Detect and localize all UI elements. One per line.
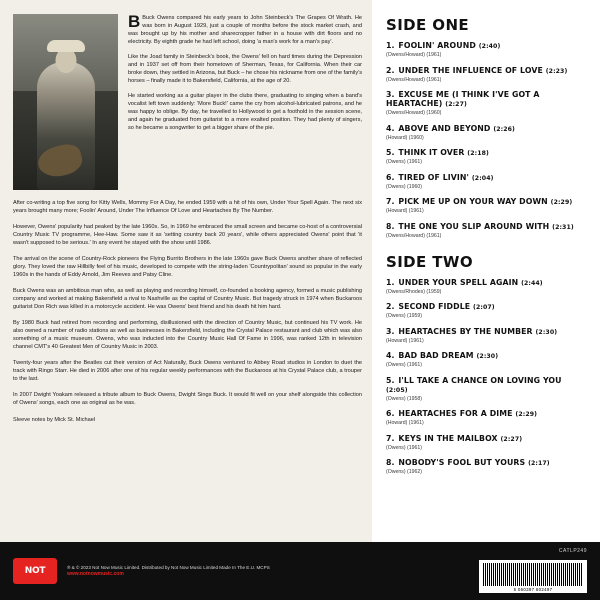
track-title: PICK ME UP ON YOUR WAY DOWN [398,197,548,206]
track-title: KEYS IN THE MAILBOX [398,433,498,443]
track-credit: (Howard) (1961) [386,420,424,426]
liner-paragraph: After co-writing a top five song for Kitty Wells, Mommy For A Day, he ended 1959 with a hit of his own, Under Your Spell Again. The next six years brought many more; Foolin' Around, Under The Influence Of Love and Heartaches By The Number. [13,200,362,214]
track-credit: (Owens/Howard) (1961) [386,232,442,239]
track-item [386,41,586,59]
track-duration: (2:26) [493,125,515,133]
track-duration: (2:23) [545,67,568,75]
track-duration: (2:05) [386,386,408,394]
track-duration: (2:30) [535,328,558,336]
track-number: 3. [386,326,395,336]
track-title: SECOND FIDDLE [398,302,471,311]
intro-row [13,14,362,190]
track-title: TIRED OF LIVIN' [398,172,470,182]
track-credit: (Owens) (1961) [386,444,423,451]
track-duration: (2:18) [467,150,489,157]
track-credit: (Owens/Rhodes) (1959) [386,288,442,295]
side-one-tracklist [386,41,586,240]
track-item [386,376,586,403]
footer-bar [0,542,600,600]
track-credit: (Owens/Howard) (1961) [386,52,442,58]
track-title: I'LL TAKE A CHANCE ON LOVING YOU [398,375,562,385]
track-credit: (Howard) (1961) [386,208,424,214]
track-number: 3. [386,90,395,99]
track-item [386,148,586,166]
track-credit: (Owens) (1962) [386,469,423,475]
track-item [386,278,586,296]
track-credit: (Owens) (1959) [386,313,423,319]
label-website[interactable]: www.notnowmusic.com [67,571,124,577]
track-item [386,302,586,320]
track-credit: (Owens/Howard) (1961) [386,76,442,83]
label-logo-text: NOT [24,566,46,576]
track-number: 7. [386,433,395,443]
track-title: NOBODY'S FOOL BUT YOURS [398,458,526,467]
track-credit: (Owens) (1961) [386,362,423,368]
intro-text-column [128,14,362,190]
track-item [386,458,586,476]
liner-paragraph: Twenty-four years after the Beatles cut their version of Act Naturally, Buck Owens ventured to Abbey Road studios in London to duet the track with Ringo Starr. He died in 2006 after one of his regular weekly performances with the Buckaroos at his Crystal Palace club, a trouper to the last. [13,360,362,382]
track-credit: (Owens) (1961) [386,159,423,165]
sleeve-notes-credit: Sleeve notes by Mick St. Michael [13,417,96,423]
track-credit: (Howard) (1961) [386,337,424,344]
liner-paragraph: Like the Joad family in Steinbeck's book, the Owens' fell on hard times during the Depression and in 1937 set off from their hometown of Sherman, Texas, for California. When their car broke down, they settled in Arizona, but Buck – he chose his nickname from one of the family's horses – finally made it to Bakersfield, California, at the age of 20. [128,54,362,84]
track-title: ABOVE AND BEYOND [398,123,491,133]
track-title: FOOLIN' AROUND [398,41,476,50]
track-number: 6. [386,172,395,182]
drop-cap: B [128,12,141,31]
track-item [386,173,586,191]
artist-photo [13,14,118,190]
liner-paragraph: The arrival on the scene of Country-Rock pioneers the Flying Burrito Brothers in the late 1960s gave Buck Owens another share of reflected glory. They loved the raw Hillbilly feel of his music, developed to compete with the string-laden 'Countrypolitan' sound so popular in the early 1960s in the hands of Eddy Arnold, Jim Reeves and Patsy Cline. [13,256,362,278]
side-two-tracklist [386,278,586,477]
track-duration: (2:27) [445,101,467,108]
catalogue-number: CATLP249 [558,548,587,554]
label-logo [13,558,57,584]
track-duration: (2:17) [528,460,550,467]
track-duration: (2:27) [500,435,523,443]
copyright-line: ℗ & © 2023 Not Now Music Limited. Distributed by Not Now Music Limited Made In The E.U. MCPS [67,565,270,570]
track-duration: (2:29) [550,199,573,206]
track-title: UNDER THE INFLUENCE OF LOVE [398,65,543,75]
track-item [386,351,586,369]
track-number: 5. [386,375,395,385]
barcode-bars [483,563,583,586]
track-duration: (2:07) [473,304,495,311]
liner-paragraph: He started working as a guitar player in the clubs there, graduating to singing when a band's vocalist left town suddenly: 'More Buck!' came the cry from alcohol-lubricated patrons, and he was happy to oblige. By day, he travelled to Hollywood to get a foothold in the session scene, and again he graduated from guitarist to a more exalted position. They had plenty of singers, so he became a songwriter to get a bigger share of the pie. [128,93,362,131]
liner-paragraph: Buck Owens was an ambitious man who, as well as playing and recording himself, co-founded a booking agency, formed a music publishing company and worked at making Bakersfield a rival to Nashville as the capital of Country Music. But tragedy struck in 1974 when Buckaroos guitarist Don Rich was killed in a motorcycle accident. He was Owens' best friend and his death hit him hard. [13,288,362,310]
track-item [386,197,586,215]
track-number: 2. [386,65,395,75]
track-duration: (2:44) [521,279,543,287]
liner-paragraph-text: Buck Owens compared his early years to John Steinbeck's The Grapes Of Wrath. He was born in August 1929, just a couple of months before the stock market crash, and was brought up by his mother and sharecropper father in a house with dirt floors and no electricity. By eighth grade he had left school, doing 'a man's work for a man's pay'. [128,15,362,45]
barcode [479,560,587,593]
track-number: 7. [386,197,395,206]
liner-paragraph: By 1980 Buck had retired from recording and performing, disillusioned with the direction of Country Music, but continued his TV work. He also owned a number of radio stations as well as businesses in Bakersfield, including the Crystal Palace restaurant and club which was also something of a music museum. Owens, who was inducted into the Country Music Hall Of Fame in 1996, was ranked 12th in television channel CMT's 40 Greatest Men of Country Music in 2003. [13,320,362,350]
track-number: 8. [386,458,395,467]
liner-paragraph: However, Owens' popularity had peaked by the late 1960s. So, in 1969 he embraced the small screen and became co-host of a controversial Country Music TV programme, Hee-Haw. Some saw it as 'setting country back 20 years', while others appreciated Owens' point that 'it wasn't supposed to be serious.' In any event he stayed with the show until 1986. [13,224,362,246]
track-number: 8. [386,221,395,231]
track-title: THINK IT OVER [398,148,465,157]
track-title: HEARTACHES BY THE NUMBER [398,326,533,336]
side-two-title: SIDE TWO [386,252,474,271]
track-item [386,66,586,84]
track-credit: (Owens) (1958) [386,395,423,402]
track-item [386,124,586,142]
track-number: 1. [386,41,395,50]
track-duration: (2:04) [471,174,494,182]
track-credit: (Owens/Howard) (1960) [386,110,442,116]
track-item [386,327,586,345]
legal-text-block [67,564,270,578]
track-duration: (2:29) [515,411,538,418]
track-credit: (Howard) (1960) [386,134,424,141]
track-number: 2. [386,302,395,311]
track-title: HEARTACHES FOR A DIME [398,409,513,418]
liner-notes-body [13,199,362,423]
track-duration: (2:30) [476,353,499,360]
barcode-number: 5 060397 602497 [513,587,553,592]
tracklist-panel [372,0,600,600]
liner-paragraph [128,14,362,46]
track-number: 5. [386,148,395,157]
track-number: 4. [386,351,395,360]
track-credit: (Owens) (1960) [386,183,423,190]
track-number: 4. [386,123,395,133]
track-item [386,90,586,117]
track-duration: (2:40) [478,43,501,50]
track-duration: (2:31) [552,223,574,231]
liner-paragraph: In 2007 Dwight Yoakam released a tribute album to Buck Owens, Dwight Sings Buck. It would fit well on your shelf alongside this collection of Owens' songs, each one as original as he was. [13,392,362,406]
side-one-title: SIDE ONE [386,16,470,34]
cowboy-hat-icon [47,40,85,52]
track-number: 1. [386,277,395,287]
track-title: UNDER YOUR SPELL AGAIN [398,277,519,287]
track-item [386,409,586,427]
track-number: 6. [386,409,395,418]
track-title: BAD BAD DREAM [398,351,474,360]
track-title: EXCUSE ME (I THINK I'VE GOT A HEARTACHE) [386,90,540,108]
track-item [386,222,586,240]
track-title: THE ONE YOU SLIP AROUND WITH [398,221,550,231]
track-item [386,434,586,452]
